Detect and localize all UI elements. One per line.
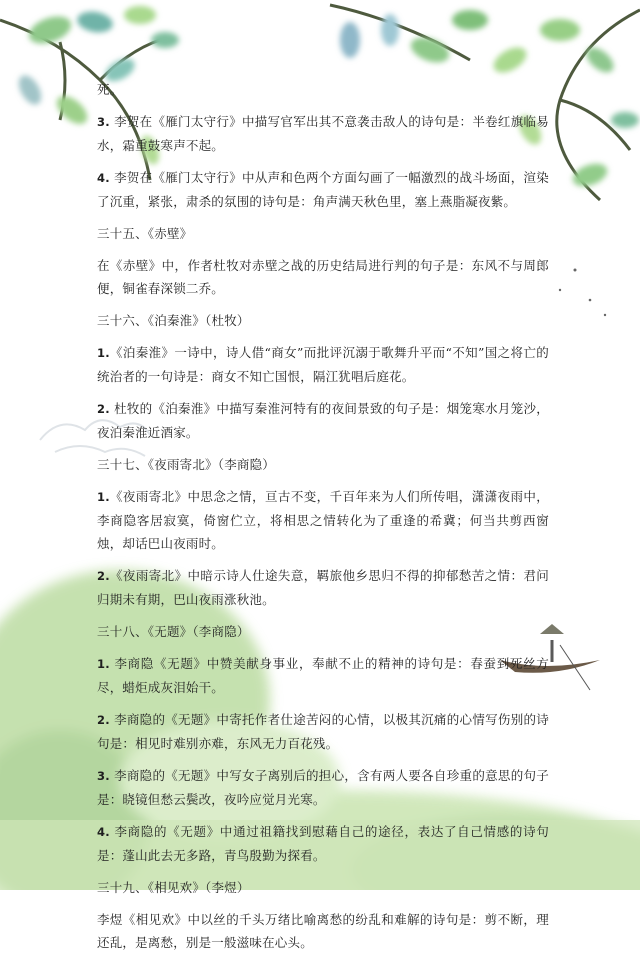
item-text: 李商隐的《无题》中通过祖籍找到慰藉自己的途径，表达了自己情感的诗句是：蓬山此去无多路，青鸟殷勤为探看。 — [97, 824, 549, 863]
item-number: 1. — [97, 490, 110, 504]
list-item — [97, 110, 549, 157]
item-number: 2. — [97, 569, 110, 583]
item-number: 3. — [97, 115, 110, 129]
paragraph: 在《赤壁》中，作者杜牧对赤壁之战的历史结局进行判的句子是：东风不与周郎便，铜雀春深锁二乔。 — [97, 258, 549, 296]
item-text: 李贺在《雁门太守行》中描写官军出其不意袭击敌人的诗句是：半卷红旗临易水，霜重鼓寒声不起。 — [97, 114, 549, 153]
list-item — [97, 564, 549, 611]
list-item — [97, 341, 549, 388]
section-heading: 三十九、《相见欢》（李煜） — [97, 880, 250, 895]
item-number: 1. — [97, 346, 110, 360]
item-number: 4. — [97, 825, 110, 839]
list-item — [97, 166, 549, 213]
item-number: 3. — [97, 769, 110, 783]
item-text: 李商隐的《无题》中写女子离别后的担心，含有两人要各自珍重的意思的句子是：晓镜但愁云鬓改，夜吟应觉月光寒。 — [97, 768, 549, 807]
item-text: 李商隐的《无题》中寄托作者仕途苦闷的心情，以极其沉痛的心情写伤别的诗句是：相见时难别亦难，东风无力百花残。 — [97, 712, 549, 751]
list-item — [97, 485, 549, 555]
item-text: 李商隐《无题》中赞美献身事业，奉献不止的精神的诗句是：春蚕到死丝方尽，蜡炬成灰泪始干。 — [97, 656, 549, 695]
section-heading: 三十八、《无题》（李商隐） — [97, 624, 250, 639]
list-item — [97, 764, 549, 811]
list-item — [97, 397, 549, 444]
paragraph: 死。 — [97, 82, 123, 97]
item-text: 《夜雨寄北》中暗示诗人仕途失意，羁旅他乡思归不得的抑郁愁苦之情：君问归期未有期，巴山夜雨涨秋池。 — [97, 568, 549, 607]
item-text: 《夜雨寄北》中思念之情，亘古不变，千百年来为人们所传唱，潇潇夜雨中，李商隐客居寂寞，倚窗伫立，将相思之情转化为了重逢的希冀；何当共剪西窗烛，却话巴山夜雨时。 — [97, 489, 549, 551]
item-number: 4. — [97, 171, 110, 185]
list-item — [97, 708, 549, 755]
item-text: 李贺在《雁门太守行》中从声和色两个方面勾画了一幅激烈的战斗场面，渲染了沉重，紧张，肃杀的氛围的诗句是：角声满天秋色里，塞上燕脂凝夜紫。 — [97, 170, 549, 209]
item-number: 2. — [97, 402, 110, 416]
section-heading: 三十六、《泊秦淮》（杜牧） — [97, 313, 250, 328]
paragraph: 李煜《相见欢》中以丝的千头万绪比喻离愁的纷乱和难解的诗句是：剪不断，理还乱，是离愁，别是一般滋味在心头。 — [97, 912, 549, 950]
item-number: 2. — [97, 713, 110, 727]
section-heading: 三十七、《夜雨寄北》（李商隐） — [97, 457, 276, 472]
list-item — [97, 820, 549, 867]
list-item — [97, 652, 549, 699]
section-heading: 三十五、《赤壁》 — [97, 226, 193, 241]
item-number: 1. — [97, 657, 110, 671]
item-text: 《泊秦淮》一诗中，诗人借“商女”而批评沉溺于歌舞升平而“不知”国之将亡的统治者的一句诗是：商女不知亡国恨，隔江犹唱后庭花。 — [97, 345, 549, 384]
item-text: 杜牧的《泊秦淮》中描写秦淮河特有的夜间景致的句子是：烟笼寒水月笼沙，夜泊秦淮近酒家。 — [97, 401, 549, 440]
document-body — [97, 78, 549, 963]
